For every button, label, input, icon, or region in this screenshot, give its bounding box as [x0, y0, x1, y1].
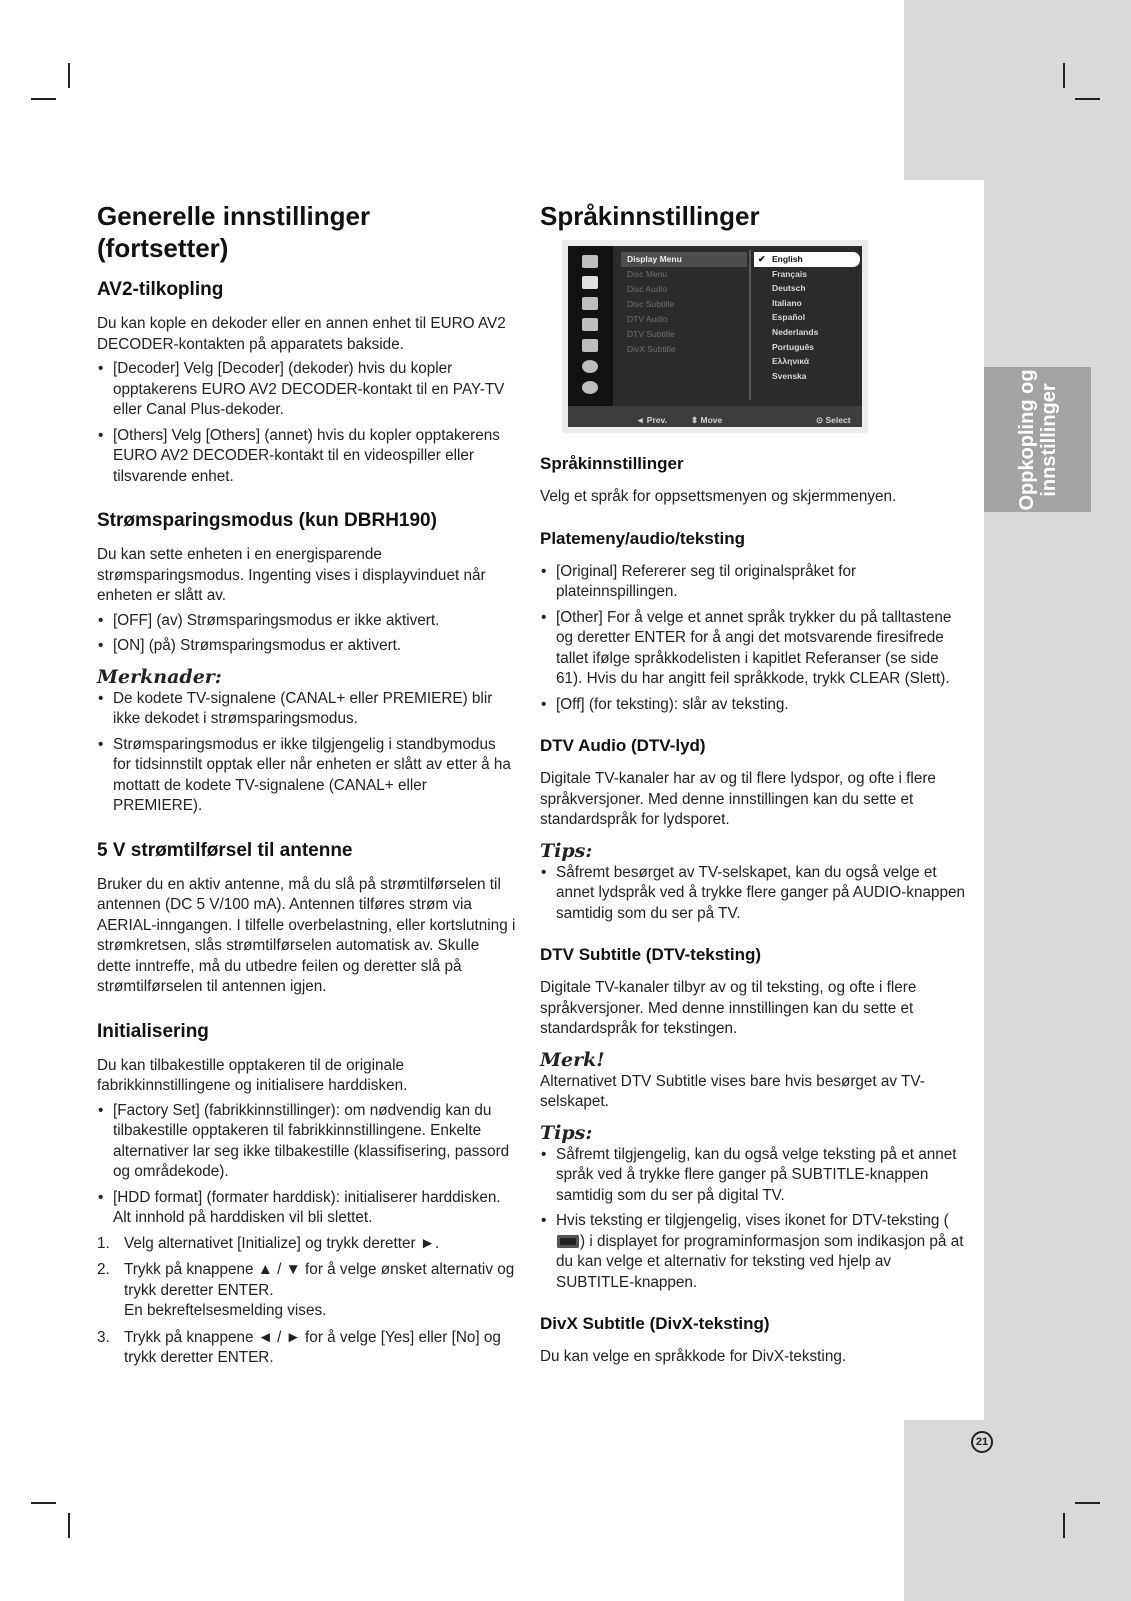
audio-icon: [582, 297, 598, 310]
osd-help-bar: [568, 406, 862, 427]
osd-icon-bar: [568, 246, 613, 406]
right-column: [540, 200, 965, 1372]
crop-mark: [68, 63, 70, 88]
dtv-audio-heading: DTV Audio (DTV-lyd): [540, 736, 706, 755]
notes-title: Merknader:: [97, 665, 222, 688]
page-number: 21: [971, 1431, 993, 1453]
osd-option: Svenska: [772, 370, 807, 381]
list-item: • [Other] For å velge et annet språk trykker du på talltastene og deretter ENTER for å angi det motsvarende firesifrede tallet ifølge språkkodelisten i kapitlet Referanser (se side 61). Hvis du har angitt feil språkkode, trykk CLEAR (Slett).: [540, 608, 965, 690]
language-menu-screenshot: [562, 240, 868, 433]
av2-heading: AV2-tilkopling: [97, 279, 224, 300]
osd-divider: [749, 250, 751, 400]
list-item: • Hvis teksting er tilgjengelig, vises ikonet for DTV-teksting () i displayet for programinformasjon som indikasjon på at du kan velge et alternativ for teksting ved hjelp av SUBTITLE-knappen.: [540, 1211, 965, 1293]
power-intro: Du kan sette enheten i en energisparende strømsparingsmodus. Ingenting vises i displayvinduet når enheten er slått av.: [97, 546, 486, 604]
list-item: • [Others] Velg [Others] (annet) hvis du kopler opptakerens EURO AV2 DECODER-kontakt til en videospiller eller tilsvarende enhet.: [97, 426, 517, 488]
page-title: Generelle innstillinger (fortsetter): [97, 201, 371, 263]
language-icon: [582, 276, 598, 289]
crop-mark: [1063, 63, 1065, 88]
list-item: • Såfremt besørget av TV-selskapet, kan du også velge et annet lydspråk ved å trykke flere ganger på AUDIO-knappen samtidig som du ser på TV.: [540, 863, 965, 925]
list-item: • [Off] (for teksting): slår av teksting.: [540, 695, 965, 716]
list-item: • [HDD format] (formater harddisk): initialiserer harddisken. Alt innhold på harddisken vil bli slettet.: [97, 1188, 517, 1229]
crop-mark: [1075, 98, 1100, 100]
right-title: Språkinnstillinger: [540, 201, 760, 231]
av2-intro: Du kan kople en dekoder eller en annen enhet til EURO AV2 DECODER-kontakten på apparatets bakside.: [97, 315, 506, 353]
side-tab-line2: innstillinger: [1037, 382, 1060, 497]
crop-mark: [68, 1513, 70, 1538]
osd-menu-item: Disc Subtitle: [627, 299, 675, 309]
disc-icon: [582, 255, 598, 268]
crop-mark: [31, 98, 56, 100]
notes-list: [97, 689, 517, 817]
osd-option: Español: [772, 312, 806, 323]
section-side-tab: [984, 367, 1091, 512]
divx-heading: DivX Subtitle (DivX-teksting): [540, 1314, 770, 1333]
osd-option: Deutsch: [772, 283, 806, 294]
osd-option: Français: [772, 268, 807, 279]
settings-icon: [582, 360, 598, 373]
antenna-text: Bruker du en aktiv antenne, må du slå på strømtilførselen til antennen (DC 5 V/100 mA). Antennen tilføres strøm via AERIAL-inngangen. I tilfelle overbelastning, eller kortslutning i strømkretsen, slås strømtilførselen automatisk av. Skulle dette inntreffe, må du utbedre feilen og deretter slå på strømtilførselen til antennen igjen.: [97, 875, 516, 995]
init-heading: Initialisering: [97, 1020, 209, 1042]
list-item: • [OFF] (av) Strømsparingsmodus er ikke aktivert.: [97, 611, 517, 632]
lang-heading: Språkinnstillinger: [540, 454, 684, 473]
osd-option: ✔ English: [754, 252, 860, 267]
tips-title: Tips:: [540, 1121, 593, 1144]
osd-option: Nederlands: [772, 326, 819, 337]
list-item: • De kodete TV-signalene (CANAL+ eller PREMIERE) blir ikke dekodet i strømsparingsmodus.: [97, 689, 517, 730]
crop-mark: [31, 1502, 56, 1504]
disc-heading: Platemeny/audio/teksting: [540, 528, 745, 548]
globe-icon: [582, 381, 598, 394]
tips-title: Tips:: [540, 839, 593, 862]
init-steps: [97, 1234, 517, 1369]
osd-menu-item: Disc Audio: [627, 284, 668, 294]
power-heading: Strømsparingsmodus (kun DBRH190): [97, 510, 437, 531]
subtitle-icon: [557, 1235, 579, 1248]
osd-option: Italiano: [772, 297, 802, 308]
list-item: • [ON] (på) Strømsparingsmodus er aktivert.: [97, 636, 517, 657]
dtv-sub-heading: DTV Subtitle (DTV-teksting): [540, 945, 761, 964]
note-text: Alternativet DTV Subtitle vises bare hvis besørget av TV-selskapet.: [540, 1072, 925, 1110]
list-item: • Strømsparingsmodus er ikke tilgjengelig i standbymodus for tidsinnstilt opptak eller når enheten er slått av etter å ha mottatt de kodete TV-signalene (CANAL+ eller PREMIERE).: [97, 735, 517, 817]
osd-prev-hint: ◄ Prev.: [636, 415, 667, 425]
crop-mark: [1063, 1513, 1065, 1538]
divx-text: Du kan velge en språkkode for DivX-teksting.: [540, 1348, 847, 1365]
lang-text: Velg et språk for oppsettsmenyen og skjermmenyen.: [540, 488, 897, 505]
check-icon: ✔: [758, 254, 766, 264]
init-intro: Du kan tilbakestille opptakeren til de originale fabrikkinnstillingene og initialisere harddisken.: [97, 1056, 408, 1094]
init-list: [97, 1101, 517, 1229]
list-item: • [Decoder] Velg [Decoder] (dekoder) hvis du kopler opptakerens EURO AV2 DECODER-kontakt til en PAY-TV eller Canal Plus-dekoder.: [97, 359, 517, 421]
list-item: • [Original] Refererer seg til originalspråket for plateinnspillingen.: [540, 562, 965, 603]
list-item: • Såfremt tilgjengelig, kan du også velge teksting på et annet språk ved å trykke flere ganger på SUBTITLE-knappen samtidig som du ser på digital TV.: [540, 1145, 965, 1207]
dtv-audio-tips: [540, 863, 965, 925]
antenna-heading: 5 V strømtilførsel til antenne: [97, 839, 353, 861]
left-column: [97, 200, 517, 1375]
disc-list: [540, 562, 965, 716]
power-list: [97, 611, 517, 657]
lock-icon: [582, 318, 598, 331]
step-item: 1. Velg alternativet [Initialize] og trykk deretter ►.: [97, 1234, 440, 1252]
step-item: 2. Trykk på knappene ▲ / ▼ for å velge ønsket alternativ og trykk deretter ENTER. En bekreftelsesmelding vises.: [97, 1261, 515, 1319]
osd-menu-item: Disc Menu: [627, 269, 668, 279]
film-icon: [582, 339, 598, 352]
note-title: Merk!: [540, 1048, 605, 1071]
osd-option: Ελληνικά: [772, 356, 810, 367]
osd-move-hint: ⬍ Move: [691, 415, 723, 425]
osd-menu-list: [621, 252, 747, 357]
dtv-audio-text: Digitale TV-kanaler har av og til flere lydspor, og ofte i flere språkversjoner. Med denne innstillingen kan du sette et standardspråk for lydsporet.: [540, 770, 936, 828]
osd-menu-item: DTV Audio: [627, 314, 668, 324]
osd-select-hint: ⊙ Select: [816, 415, 851, 425]
osd-menu-item: DTV Subtitle: [627, 329, 675, 339]
av2-list: [97, 359, 517, 487]
list-item: • [Factory Set] (fabrikkinnstillinger): om nødvendig kan du tilbakestille opptakeren til fabrikkinnstillingene. Enkelte alternativer lar seg ikke tilbakestille (klassifisering, passord og områdekode).: [97, 1101, 517, 1183]
osd-option: Português: [772, 341, 815, 352]
side-tab-line1: Oppkopling og: [1015, 368, 1038, 511]
crop-mark: [1075, 1502, 1100, 1504]
osd-menu-item: Display Menu: [621, 252, 747, 267]
dtv-sub-text: Digitale TV-kanaler tilbyr av og til teksting, og ofte i flere språkversjoner. Med denne innstillingen kan du sette et standardspråk for tekstingen.: [540, 979, 917, 1037]
dtv-sub-tips: [540, 1145, 965, 1294]
osd-language-options: [754, 252, 860, 383]
step-item: 3. Trykk på knappene ◄ / ► for å velge [Yes] eller [No] og trykk deretter ENTER.: [97, 1328, 501, 1366]
osd-menu-item: DivX Subtitle: [627, 344, 676, 354]
